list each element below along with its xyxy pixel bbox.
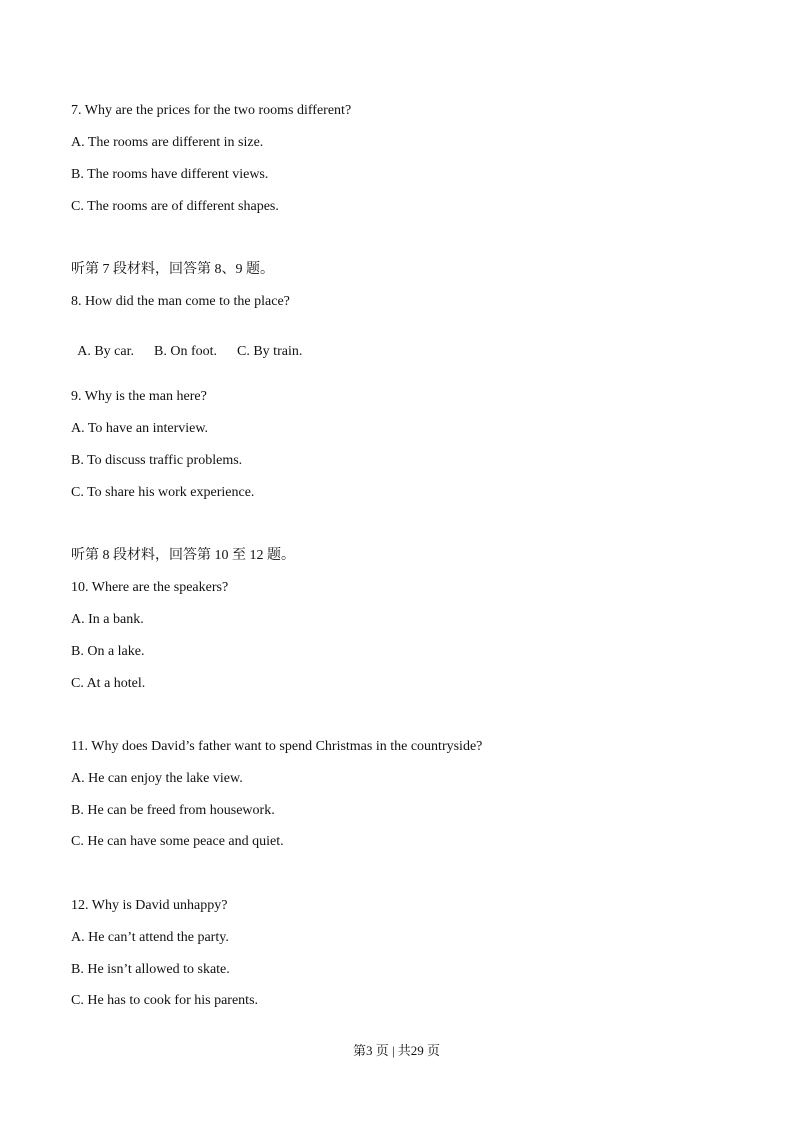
q8-option-b: B. On foot. — [154, 344, 217, 359]
q11-option-a: A. He can enjoy the lake view. — [71, 771, 243, 786]
q8-option-a: A. By car. — [77, 344, 134, 359]
q9-option-a: A. To have an interview. — [71, 421, 209, 436]
q12-option-b: B. He isn’t allowed to skate. — [71, 962, 230, 977]
q11-question: 11. Why does David’s father want to spend Christmas in the countryside? — [71, 739, 483, 754]
q12-option-c: C. He has to cook for his parents. — [71, 993, 259, 1008]
q7-option-a: A. The rooms are different in size. — [71, 135, 264, 150]
q12-option-a: A. He can’t attend the party. — [71, 930, 229, 945]
q9-option-b: B. To discuss traffic problems. — [71, 453, 243, 468]
page-footer: 第3 页 | 共29 页 — [352, 1043, 441, 1058]
q10-option-c: C. At a hotel. — [71, 676, 146, 691]
q9-question: 9. Why is the man here? — [71, 389, 207, 404]
q11-option-b: B. He can be freed from housework. — [71, 803, 275, 818]
q10-option-a: A. In a bank. — [71, 612, 144, 627]
q8-question: 8. How did the man come to the place? — [71, 294, 290, 309]
section-8-instruction: 听第 8 段材料，回答第 10 至 12 题。 — [71, 548, 295, 563]
q11-option-c: C. He can have some peace and quiet. — [71, 834, 284, 849]
q12-question: 12. Why is David unhappy? — [71, 898, 228, 913]
q8-option-c: C. By train. — [237, 344, 303, 359]
q10-question: 10. Where are the speakers? — [71, 580, 229, 595]
q8-options — [71, 325, 322, 361]
q10-option-b: B. On a lake. — [71, 644, 145, 659]
q7-option-b: B. The rooms have different views. — [71, 167, 269, 182]
q9-option-c: C. To share his work experience. — [71, 485, 255, 500]
section-7-instruction: 听第 7 段材料，回答第 8、9 题。 — [71, 262, 274, 277]
q7-question: 7. Why are the prices for the two rooms different? — [71, 103, 352, 118]
q7-option-c: C. The rooms are of different shapes. — [71, 199, 279, 214]
